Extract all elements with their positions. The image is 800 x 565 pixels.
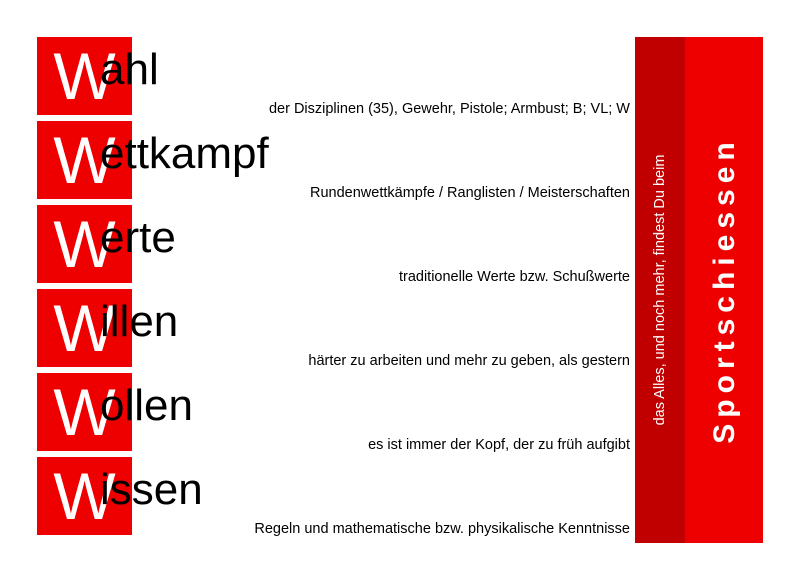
banner-headline: Sportschiessen — [708, 136, 741, 444]
word-subtitle: traditionelle Werte bzw. Schußwerte — [398, 269, 630, 285]
word-text: ettkampf — [100, 129, 269, 178]
word-text: ollen — [100, 381, 193, 430]
w-tile: W — [37, 457, 132, 535]
vertical-banner — [635, 37, 763, 543]
w-tile: W — [37, 373, 132, 451]
w-tile: W — [37, 37, 132, 115]
word-text: illen — [100, 297, 179, 346]
word-subtitle: es ist immer der Kopf, der zu früh aufgibt — [368, 437, 630, 453]
word-subtitle: härter zu arbeiten und mehr zu geben, als gestern — [308, 353, 630, 369]
w-letter-column — [37, 37, 132, 533]
word-subtitle: Rundenwettkämpfe / Ranglisten / Meisterschaften — [310, 185, 630, 201]
w-tile: W — [37, 289, 132, 367]
word-subtitle: der Disziplinen (35), Gewehr, Pistole; Armbust; B; VL; W — [268, 101, 630, 117]
word-text: ahl — [100, 45, 159, 94]
w-tile: W — [37, 205, 132, 283]
word-text: erte — [100, 213, 176, 262]
banner-tagline: das Alles, und noch mehr, findest Du beim — [652, 154, 668, 426]
word-subtitle: Regeln und mathematische bzw. physikalische Kenntnisse — [254, 521, 630, 537]
word-text: issen — [100, 465, 203, 514]
w-tile: W — [37, 121, 132, 199]
